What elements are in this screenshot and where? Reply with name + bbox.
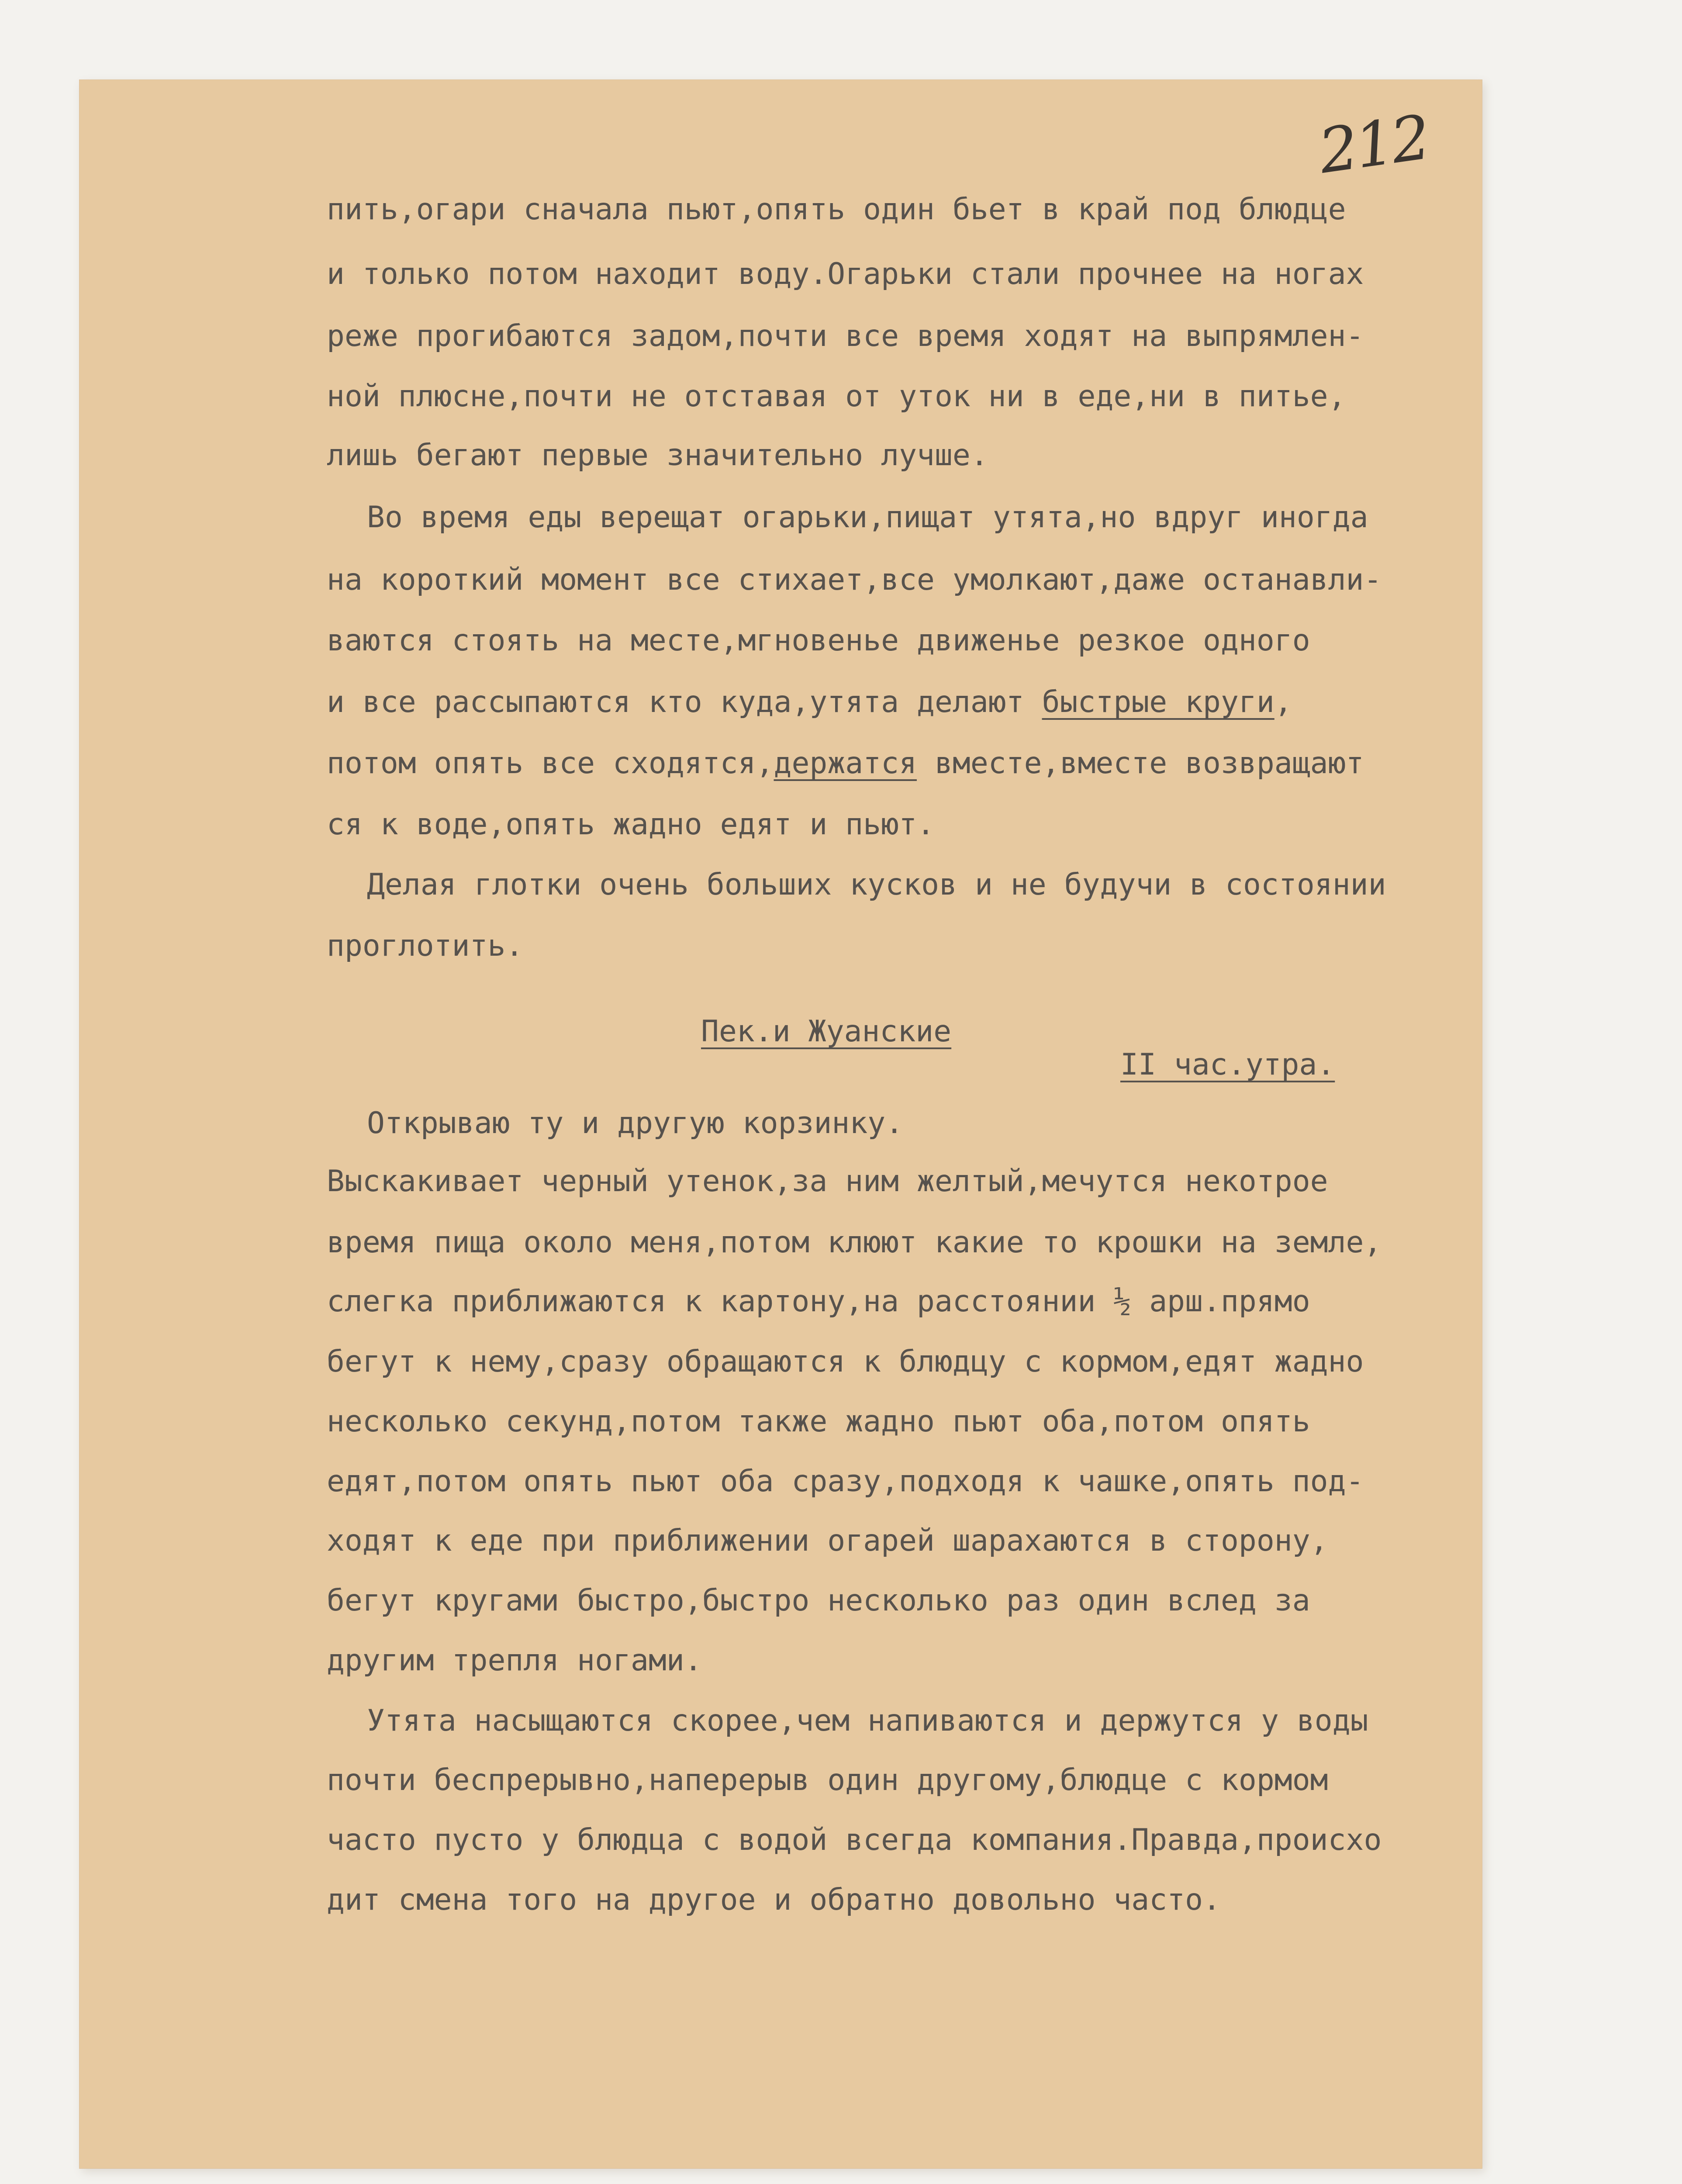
- paragraph-first-line: Во время еды верещат огарьки,пищат утята,но вдруг иногда: [367, 500, 1368, 535]
- text-line: лишь бегают первые значительно лучше.: [327, 438, 988, 473]
- text-segment: и все рассыпаются кто куда,утята делают: [327, 685, 1042, 719]
- time-text: II час.утра.: [1120, 1047, 1335, 1082]
- text-line: ходят к еде при приближении огарей шарахаются в сторону,: [327, 1524, 1328, 1558]
- text-segment: ,: [1274, 685, 1292, 719]
- text-line: время пища около меня,потом клюют какие то крошки на земле,: [327, 1225, 1382, 1260]
- text-line: [327, 746, 1364, 781]
- text-segment: вместе,вместе возвращают: [917, 746, 1364, 781]
- text-line: проглотить.: [327, 929, 524, 963]
- underlined-word: держатся: [774, 746, 917, 781]
- paragraph-first-line: Открываю ту и другую корзинку.: [367, 1106, 904, 1140]
- time-note: [1120, 1047, 1335, 1082]
- text-line: ной плюсне,почти не отставая от уток ни в еде,ни в питье,: [327, 379, 1346, 414]
- underlined-phrase: быстрые круги: [1042, 685, 1274, 719]
- text-line: часто пусто у блюдца с водой всегда компания.Правда,происхо: [327, 1823, 1382, 1857]
- text-line: слегка приближаются к картону,на расстоянии ½ арш.прямо: [327, 1284, 1310, 1319]
- text-line: бегут кругами быстро,быстро несколько раз один вслед за: [327, 1583, 1310, 1618]
- page-number: 212: [1314, 102, 1433, 188]
- text-line: несколько секунд,потом также жадно пьют оба,потом опять: [327, 1404, 1310, 1439]
- section-heading: [701, 1014, 951, 1049]
- text-line: дит смена того на другое и обратно довольно часто.: [327, 1883, 1221, 1917]
- text-line: почти беспрерывно,наперерыв один другому,блюдце с кормом: [327, 1763, 1328, 1797]
- text-line: бегут к нему,сразу обращаются к блюдцу с кормом,едят жадно: [327, 1344, 1364, 1379]
- text-line: другим трепля ногами.: [327, 1643, 702, 1678]
- text-line: ся к воде,опять жадно едят и пьют.: [327, 807, 935, 842]
- text-line: реже прогибаются задом,почти все время ходят на выпрямлен-: [327, 319, 1364, 353]
- paragraph-first-line: Утята насыщаются скорее,чем напиваются и держутся у воды: [367, 1704, 1368, 1738]
- text-line: пить,огари сначала пьют,опять один бьет в край под блюдце: [327, 192, 1346, 227]
- text-line: Выскакивает черный утенок,за ним желтый,мечутся некотрое: [327, 1164, 1328, 1199]
- text-line: [327, 685, 1292, 720]
- heading-text: Пек.и Жуанские: [701, 1014, 952, 1049]
- text-line: на короткий момент все стихает,все умолкают,даже останавли-: [327, 563, 1382, 597]
- text-segment: потом опять все сходятся,: [327, 746, 774, 781]
- text-line: и только потом находит воду.Огарьки стали прочнее на ногах: [327, 257, 1364, 291]
- text-line: едят,потом опять пьют оба сразу,подходя к чашке,опять под-: [327, 1464, 1364, 1499]
- paragraph-first-line: Делая глотки очень больших кусков и не будучи в состоянии: [367, 867, 1386, 902]
- text-line: ваются стоять на месте,мгновенье движенье резкое одного: [327, 623, 1310, 658]
